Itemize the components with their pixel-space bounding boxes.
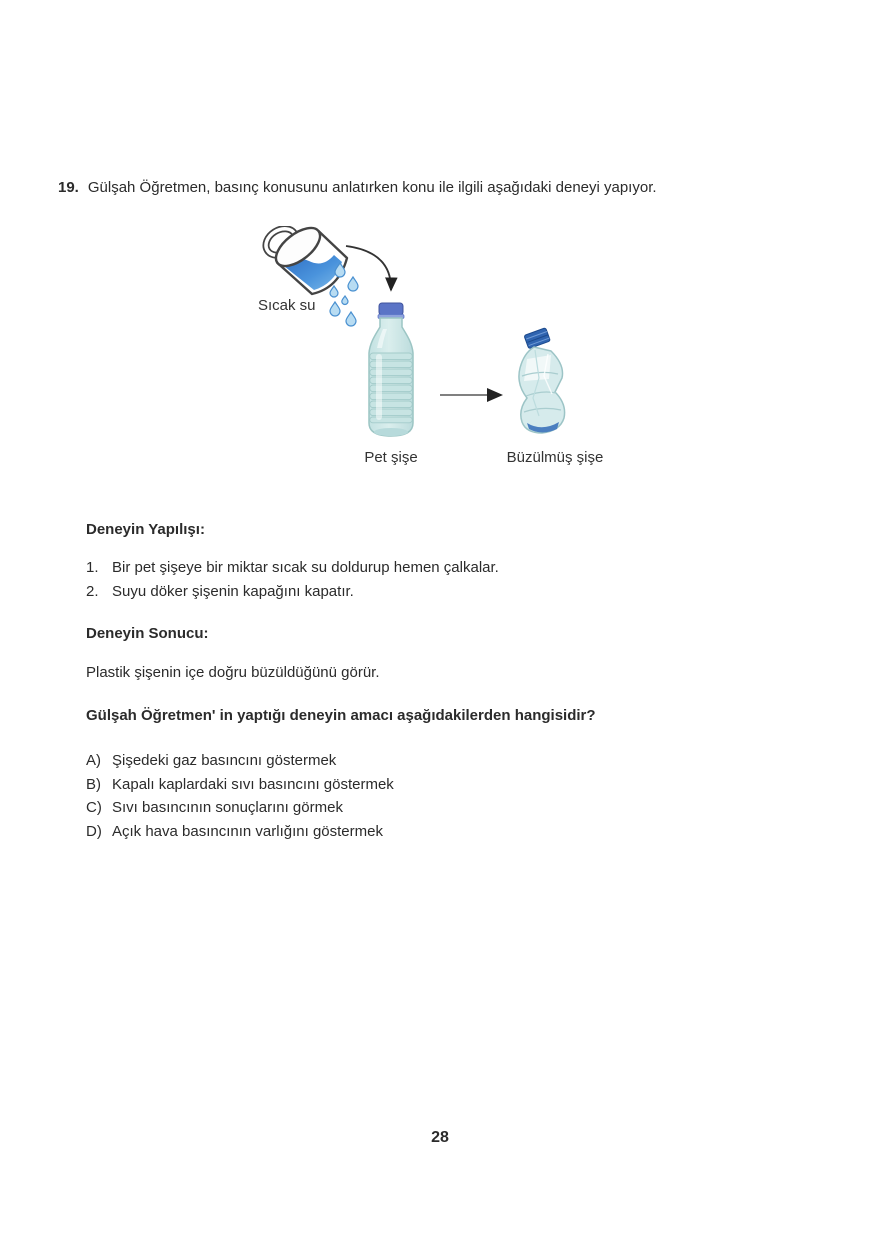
step-number: 2. (86, 582, 99, 600)
question-number: 19. (58, 179, 79, 196)
option-letter: C) (86, 799, 102, 817)
question-intro-text: Gülşah Öğretmen, basınç konusunu anlatırken konu ile ilgili aşağıdaki deneyi yapıyor. (87, 179, 657, 196)
procedure-step (86, 556, 499, 580)
pet-bottle-icon (369, 303, 413, 436)
step-number: 1. (86, 559, 99, 577)
option-letter: D) (86, 823, 102, 841)
hot-water-label: Sıcak su (258, 297, 316, 314)
crushed-bottle-label: Büzülmüş şişe (506, 449, 604, 466)
option-b (86, 773, 394, 797)
procedure-steps (86, 556, 499, 603)
pet-bottle-label: Pet şişe (364, 449, 418, 466)
step-text: Bir pet şişeye bir miktar sıcak su doldurup hemen çalkalar. (112, 559, 499, 577)
procedure-heading: Deneyin Yapılışı: (86, 521, 205, 538)
step-text: Suyu döker şişenin kapağını kapatır. (112, 582, 354, 600)
result-text: Plastik şişenin içe doğru büzüldüğünü görür. (86, 664, 380, 681)
option-text: Açık hava basıncının varlığını göstermek (112, 823, 383, 841)
answer-options (86, 749, 394, 843)
option-letter: B) (86, 775, 101, 793)
procedure-step (86, 580, 499, 604)
option-letter: A) (86, 752, 101, 770)
result-heading: Deneyin Sonucu: (86, 625, 209, 642)
option-text: Kapalı kaplardaki sıvı basıncını göstermek (112, 775, 394, 793)
page-number: 28 (431, 1129, 449, 1146)
question-prompt: Gülşah Öğretmen' in yaptığı deneyin amacı aşağıdakilerden hangisidir? (86, 707, 596, 724)
option-c (86, 796, 394, 820)
experiment-illustration (230, 226, 630, 478)
option-d (86, 820, 394, 844)
question-line (58, 179, 657, 196)
water-jug-icon (261, 226, 347, 294)
option-text: Sıvı basıncının sonuçlarını görmek (112, 799, 343, 817)
option-a (86, 749, 394, 773)
crushed-bottle-icon (519, 328, 565, 433)
option-text: Şişedeki gaz basıncını göstermek (112, 752, 337, 770)
